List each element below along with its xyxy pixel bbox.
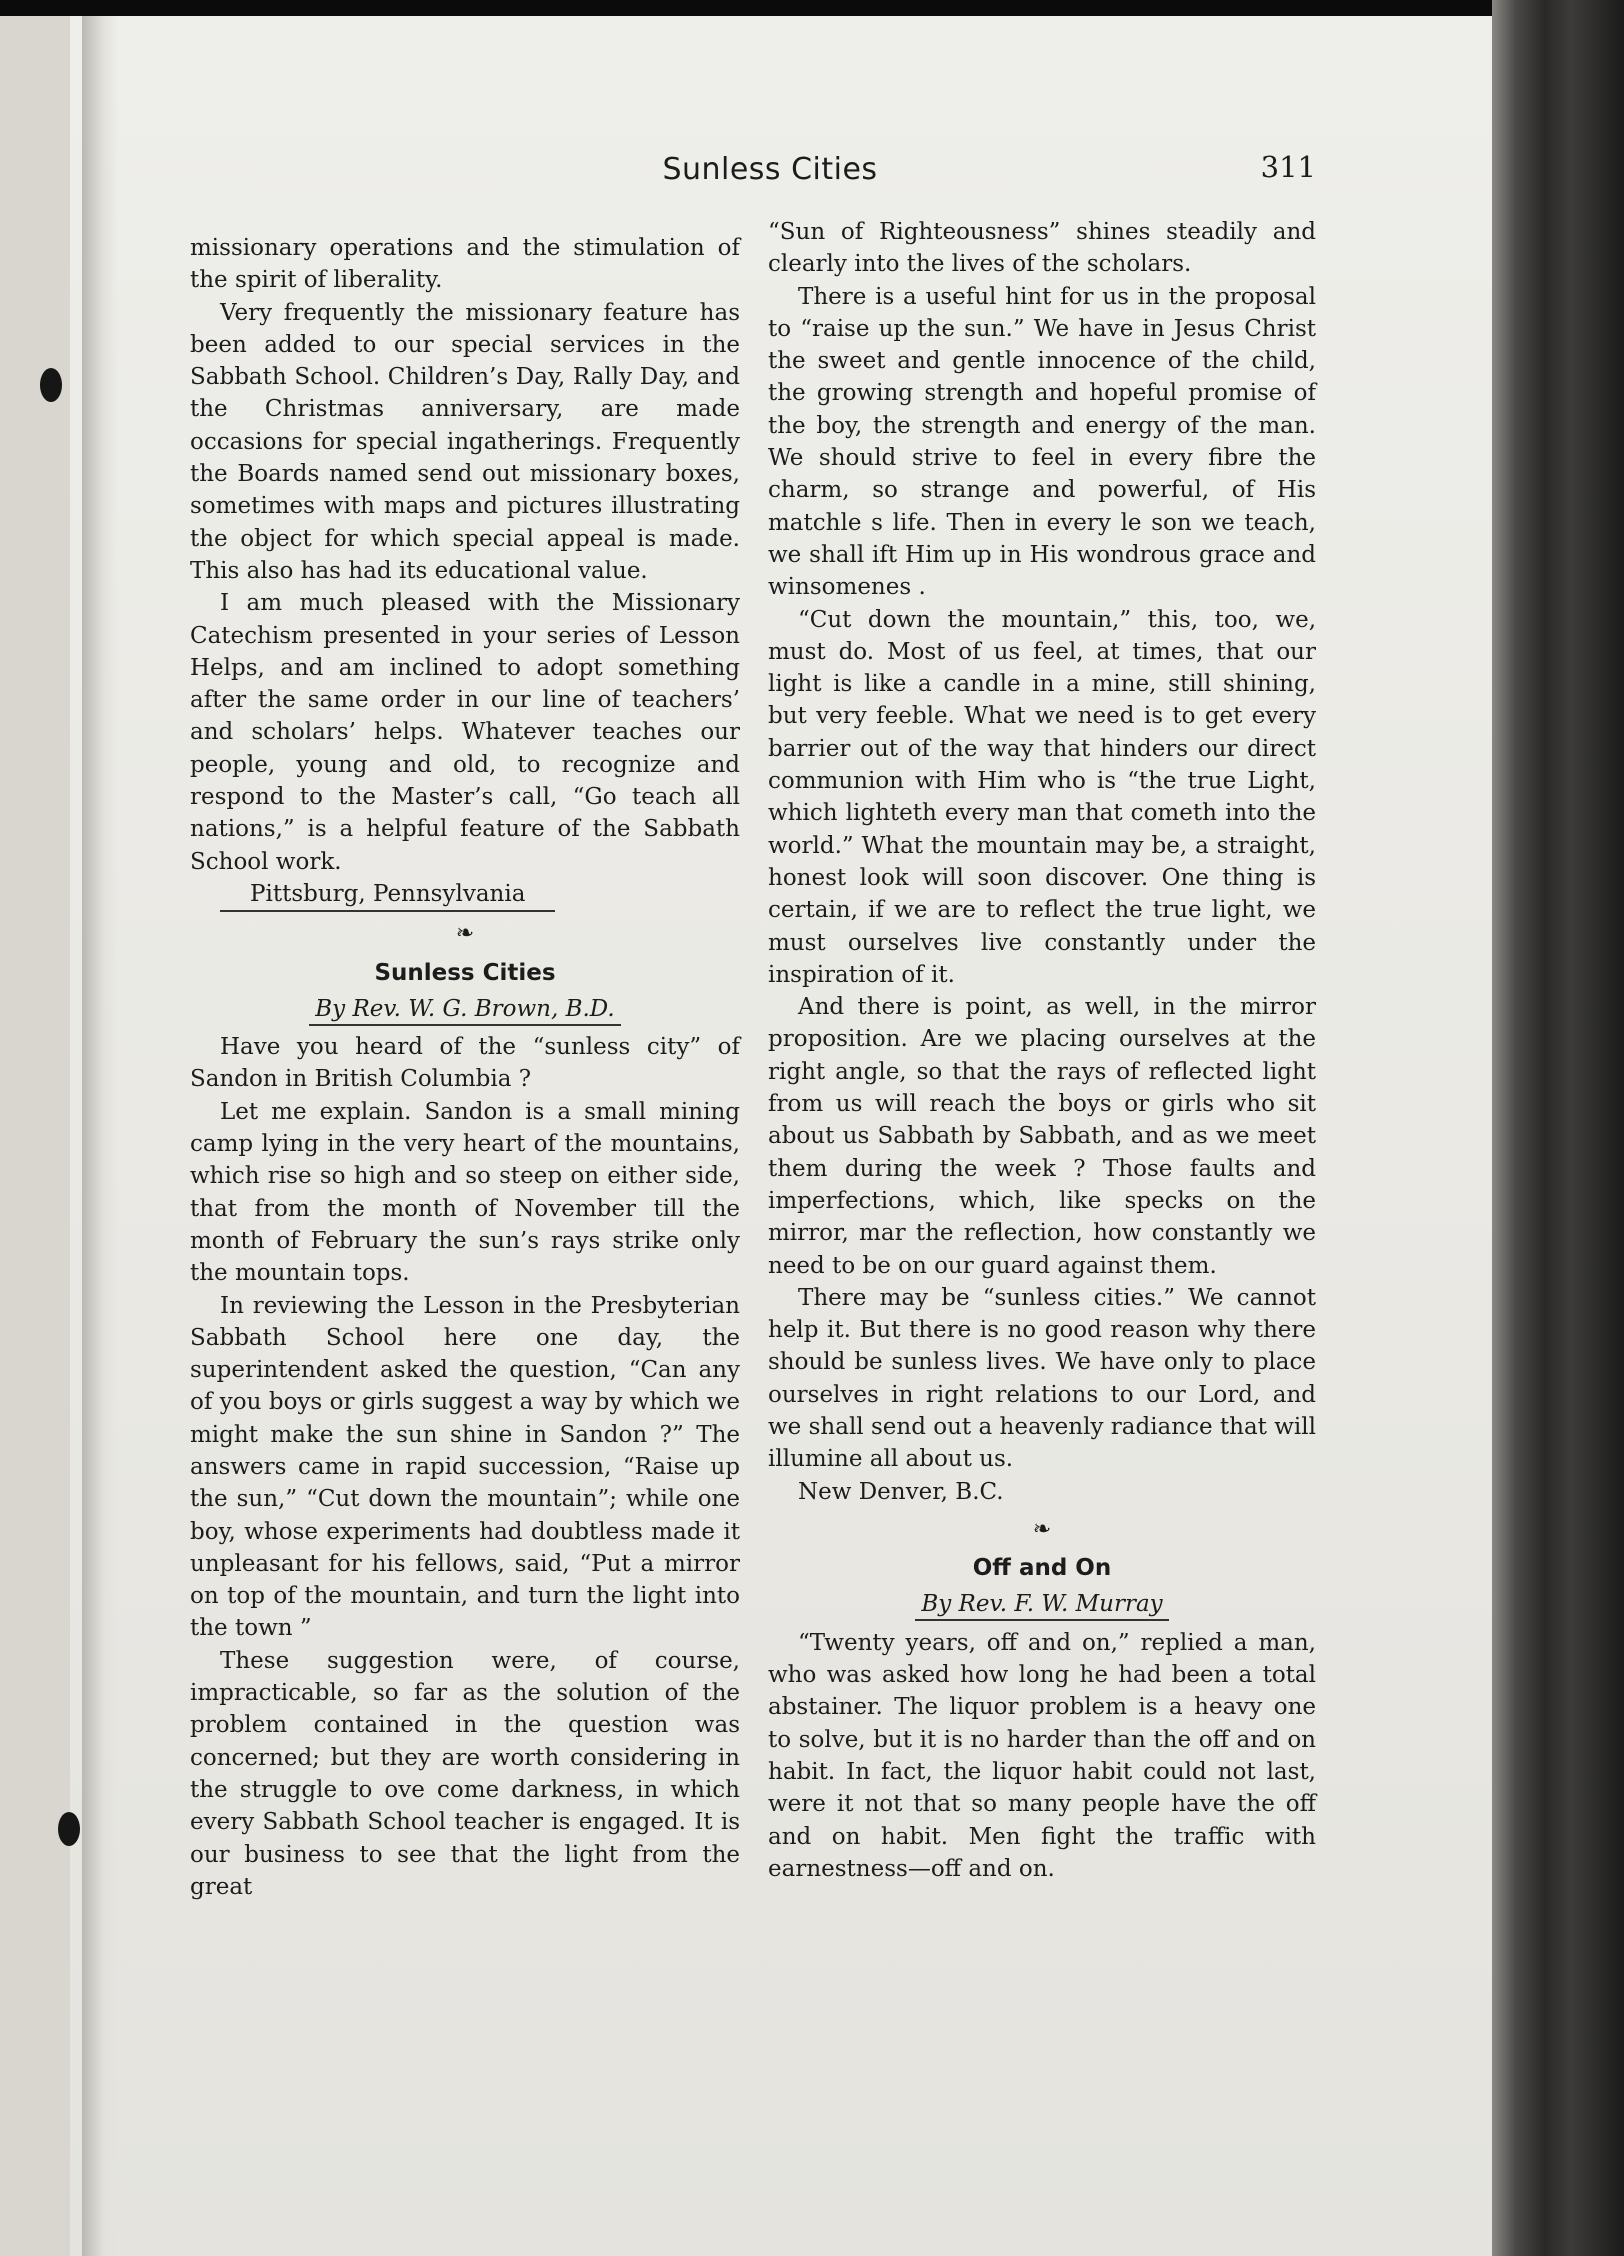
book-spine-edge [1492,0,1624,2256]
ornament-divider: ❧ [1032,1516,1052,1542]
binding-hole-bottom [58,1812,80,1846]
article-byline: By Rev. F. W. Murray [768,1588,1316,1620]
paragraph: Let me explain. Sandon is a small mining camp lying in the very heart of the mountains, which rise so high and so steep on either side, that from the month of November till the month of February the sun’s rays strike only the mountain tops. [190,1098,740,1287]
article-byline: By Rev. W. G. Brown, B.D. [190,993,740,1025]
place-signature: Pittsburg, Pennsylvania [190,878,740,912]
paragraph: I am much pleased with the Missionary Catechism presented in your series of Lesson Helps, and am inclined to adopt something after the same order in our line of teachers’ and scholars’ helps. Whatever teaches our people, young and old, to recognize and respond to the Master’s call, “Go teach all nations,” is a helpful feature of the Sabbath School work. [190,590,740,875]
paragraph: “Cut down the mountain,” this, too, we, must do. Most of us feel, at times, that our light is like a candle in a mine, still shining, but very feeble. What we need is to get every barrier out of the way that hinders our direct communion with Him who is “the true Light, which lighteth every man that cometh into the world.” What the mountain may be, a straight, honest look will soon discover. One thing is certain, if we are to reflect the true light, we must ourselves live constantly under the inspiration of it. [768,606,1316,988]
right-column [768,216,1316,1885]
paragraph: Have you heard of the “sunless city” of Sandon in British Columbia ? [190,1034,740,1093]
paragraph: “Sun of Righteousness” shines steadily and clearly into the lives of the scholars. [768,219,1316,278]
page-gutter-shadow [82,16,118,2256]
running-title: Sunless Cities [662,152,878,187]
scan-top-border [0,0,1624,16]
paragraph: And there is point, as well, in the mirror proposition. Are we placing ourselves at the right angle, so that the rays of reflected light from us will reach the boys or girls who sit about us Sabbath by Sabbath, and as we meet them during the week ? Those faults and imperfections, which, like specks on the mirror, mar the reflection, how constantly we need to be on our guard against them. [768,994,1316,1279]
binding-hole-top [40,368,62,402]
paragraph: There is a useful hint for us in the proposal to “raise up the sun.” We have in Jesus Christ the sweet and gentle innocence of the child, the growing strength and hopeful promise of the boy, the strength and energy of the man. We should strive to feel in every fibre the charm, so strange and powerful, of His matchle s life. Then in every le son we teach, we shall ift Him up in His wondrous grace and winsomenes . [768,283,1316,601]
paragraph: These suggestion were, of course, impracticable, so far as the solution of the problem contained in the question was concerned; but they are worth considering in the struggle to ove come darkness, in which every Sabbath School teacher is engaged. It is our business to see that the light from the great [190,1647,740,1900]
paragraph: “Twenty years, off and on,” replied a man, who was asked how long he had been a total abstainer. The liquor problem is a heavy one to solve, but it is no harder than the off and on habit. In fact, the liquor habit could not last, were it not that so many people have the off and on habit. Men fight the traffic with earnestness—off and on. [768,1629,1316,1882]
page-number: 311 [1260,150,1316,184]
paragraph: There may be “sunless cities.” We cannot help it. But there is no good reason why there should be sunless lives. We have only to place ourselves in right relations to our Lord, and we shall send out a heavenly radiance that will illumine all about us. [768,1284,1316,1473]
article-title: Sunless Cities [374,959,556,986]
paragraph: missionary operations and the stimulation of the spirit of liberality. [190,235,740,294]
article-title: Off and On [972,1555,1112,1582]
ornament-divider: ❧ [455,921,475,947]
left-column [190,232,740,1903]
paragraph: In reviewing the Lesson in the Presbyterian Sabbath School here one day, the superintendent asked the question, “Can any of you boys or girls suggest a way by which we might make the sun shine in Sandon ?” The answers came in rapid succession, “Raise up the sun,” “Cut down the mountain”; while one boy, whose experiments had doubtless made it unpleasant for his fellows, said, “Put a mirror on top of the mountain, and turn the light into the town ” [190,1292,740,1642]
paragraph: Very frequently the missionary feature has been added to our special services in the Sabbath School. Children’s Day, Rally Day, and the Christmas anniversary, are made occasions for special ingatherings. Frequently the Boards named send out missionary boxes, sometimes with maps and pictures illustrating the object for which special appeal is made. This also has had its educational value. [190,299,740,584]
place-signature: New Denver, B.C. [798,1478,1004,1505]
